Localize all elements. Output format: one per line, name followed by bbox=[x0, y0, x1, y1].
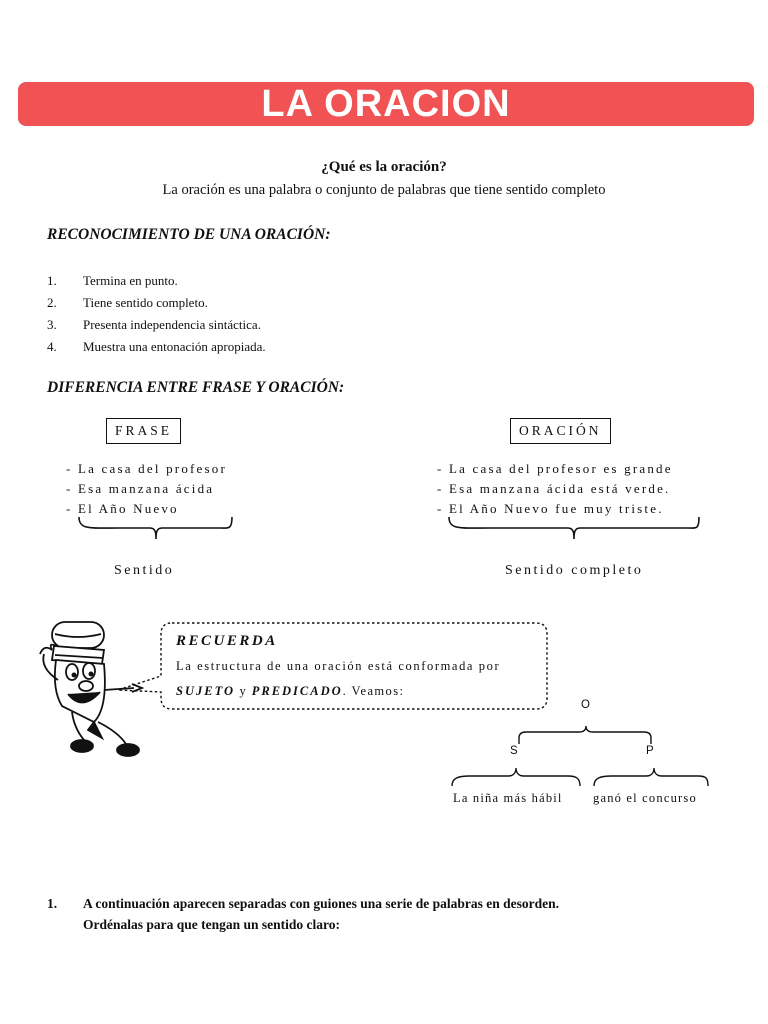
exercise-instructions bbox=[47, 893, 559, 935]
tree-subject-label: S bbox=[510, 745, 518, 757]
oracion-example: - El Año Nuevo fue muy triste. bbox=[437, 501, 664, 516]
connector-text: y bbox=[235, 684, 252, 698]
oracion-example: - Esa manzana ácida está verde. bbox=[437, 481, 671, 496]
frase-box: FRASE bbox=[106, 418, 181, 444]
recuerda-line: La estructura de una oración está conformada por bbox=[176, 659, 501, 673]
list-number: 4. bbox=[47, 339, 57, 354]
recuerda-title: RECUERDA bbox=[176, 633, 278, 649]
frase-sense: Sentido bbox=[114, 563, 175, 578]
frase-example: - Esa manzana ácida bbox=[66, 481, 215, 496]
oracion-example: - La casa del profesor es grande bbox=[437, 461, 673, 476]
recognition-heading: RECONOCIMIENTO DE UNA ORACIÓN: bbox=[47, 226, 331, 243]
intro-definition: La oración es una palabra o conjunto de palabras que tiene sentido completo bbox=[162, 182, 606, 198]
frase-brace bbox=[79, 517, 232, 539]
exercise-line: A continuación aparecen separadas con guiones una serie de palabras en desorden. bbox=[83, 896, 560, 911]
oracion-box: ORACIÓN bbox=[510, 418, 611, 444]
list-text: Termina en punto. bbox=[83, 273, 178, 288]
exercise-line: Ordénalas para que tengan un sentido claro: bbox=[83, 917, 341, 932]
page-title: LA ORACION bbox=[261, 83, 511, 125]
subject-brace bbox=[452, 768, 580, 786]
difference-heading: DIFERENCIA ENTRE FRASE Y ORACIÓN: bbox=[47, 379, 345, 396]
intro-question: ¿Qué es la oración? bbox=[321, 159, 447, 175]
recuerda-line-2 bbox=[176, 684, 404, 699]
tree-root-label: O bbox=[581, 699, 590, 711]
recuerda-ending: . Veamos: bbox=[342, 684, 405, 698]
list-text: Muestra una entonación apropiada. bbox=[83, 339, 266, 354]
predicate-brace bbox=[594, 768, 708, 786]
frase-example: - La casa del profesor bbox=[66, 461, 228, 476]
subject-phrase: La niña más hábil bbox=[453, 791, 563, 805]
predicate-term: PREDICADO bbox=[251, 684, 343, 698]
tree-predicate-label: P bbox=[646, 745, 654, 757]
oracion-sense: Sentido completo bbox=[505, 563, 644, 578]
subject-term: SUJETO bbox=[176, 684, 236, 698]
oracion-brace bbox=[449, 517, 699, 539]
list-text: Presenta independencia sintáctica. bbox=[83, 317, 261, 332]
list-number: 3. bbox=[47, 317, 57, 332]
list-text: Tiene sentido completo. bbox=[83, 295, 208, 310]
tree-bracket-root bbox=[519, 726, 651, 744]
pencil-mascot-icon bbox=[40, 622, 142, 756]
list-number: 1. bbox=[47, 273, 57, 288]
predicate-phrase: ganó el concurso bbox=[593, 791, 697, 805]
list-number: 2. bbox=[47, 295, 57, 310]
exercise-number: 1. bbox=[47, 896, 58, 911]
frase-example: - El Año Nuevo bbox=[66, 501, 179, 516]
